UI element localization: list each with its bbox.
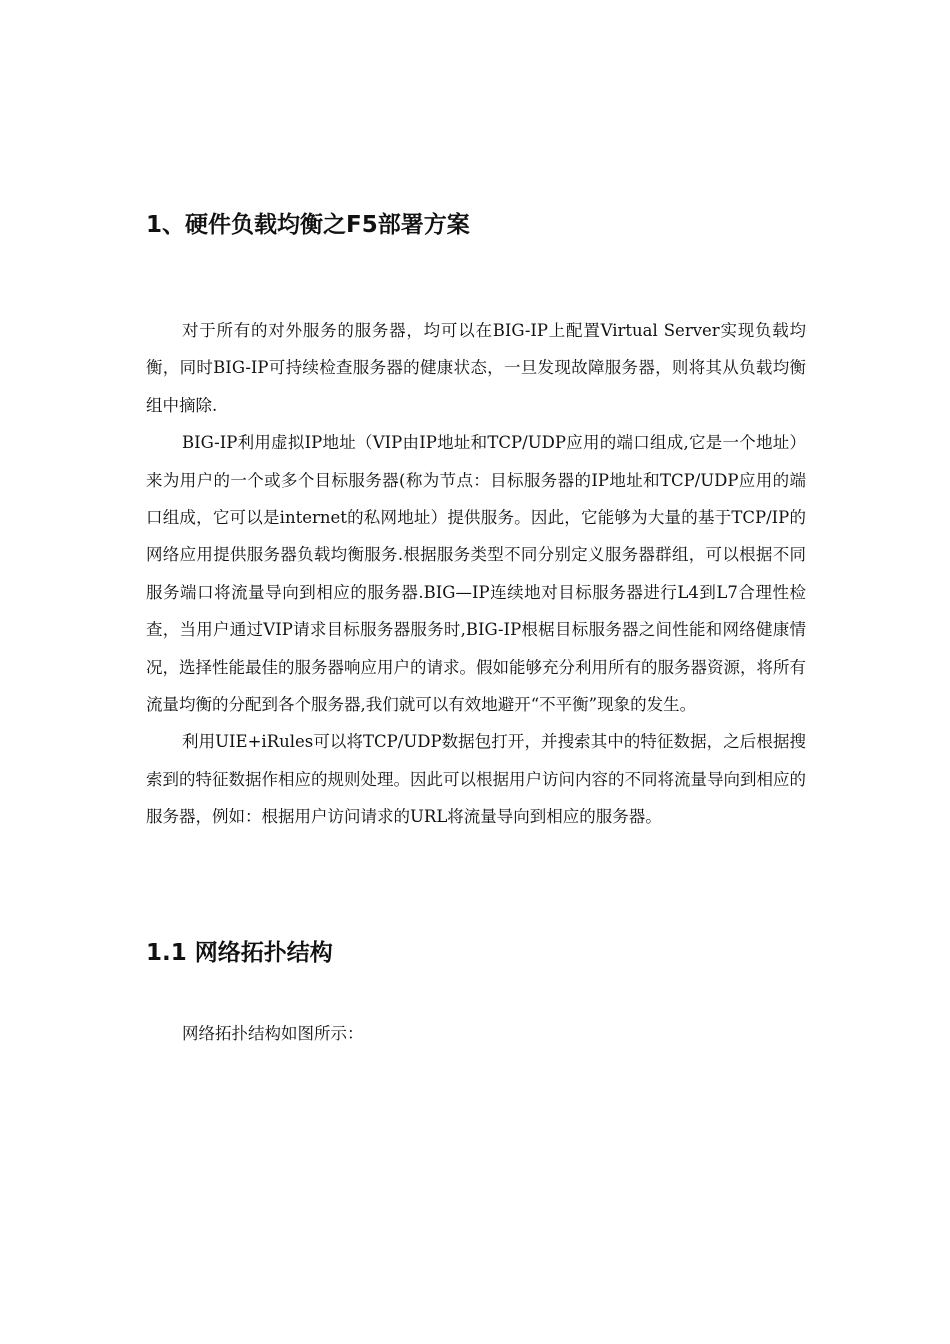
section-heading: 1、硬件负载均衡之F5部署方案	[146, 212, 470, 238]
paragraph-vip: BIG-IP利用虚拟IP地址（VIP由IP地址和TCP/UDP应用的端口组成,它是一个地址）来为用户的一个或多个目标服务器(称为节点：目标服务器的IP地址和TCP/UDP应用的端口组成，它可以是internet的私网地址）提供服务。因此，它能够为大量的基于TCP/IP的网络应用提供服务器负载均衡服务.根据服务类型不同分别定义服务器群组，可以根据不同服务端口将流量导向到相应的服务器.BIG—IP连续地对目标服务器进行L4到L7合理性检查，当用户通过VIP请求目标服务器服务时,BIG-IP根椐目标服务器之间性能和网络健康情况，选择性能最佳的服务器响应用户的请求。假如能够充分利用所有的服务器资源，将所有流量均衡的分配到各个服务器,我们就可以有效地避开“不平衡”现象的发生。	[146, 433, 806, 715]
topology-caption: 网络拓扑结构如图所示：	[182, 1024, 364, 1043]
section-body	[146, 312, 806, 836]
paragraph-virtual-server: 对于所有的对外服务的服务器，均可以在BIG-IP上配置Virtual Server实现负载均衡，同时BIG-IP可持续检查服务器的健康状态，一旦发现故障服务器，则将其从负载均衡组中摘除.	[146, 321, 806, 415]
subsection-heading: 1.1 网络拓扑结构	[146, 940, 333, 966]
paragraph-irules: 利用UIE+iRules可以将TCP/UDP数据包打开，并搜索其中的特征数据，之后根据搜索到的特征数据作相应的规则处理。因此可以根据用户访问内容的不同将流量导向到相应的服务器，例如：根据用户访问请求的URL将流量导向到相应的服务器。	[146, 732, 806, 827]
